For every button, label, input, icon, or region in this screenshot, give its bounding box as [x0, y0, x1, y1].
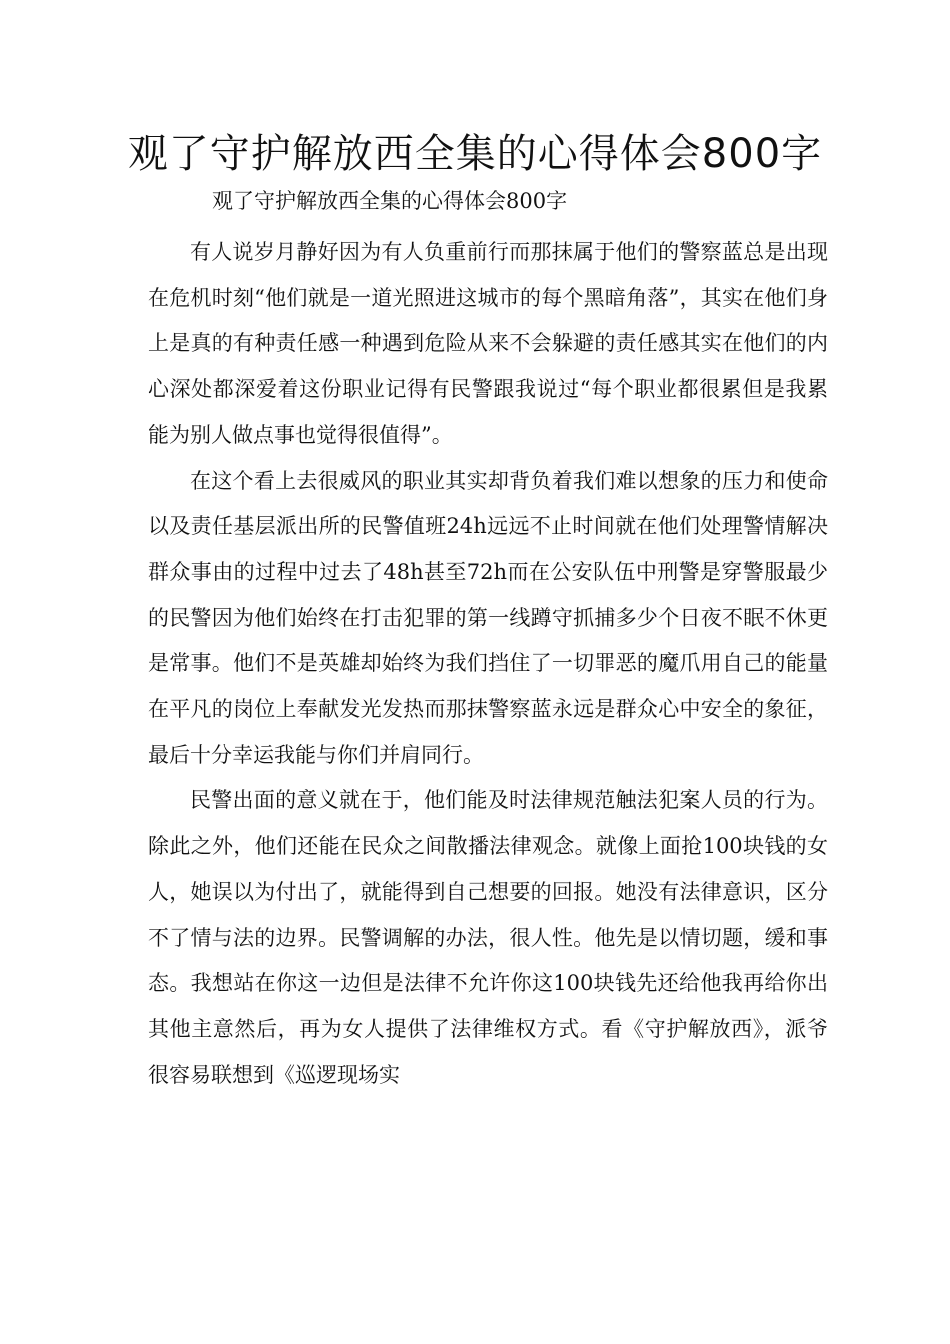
paragraph-2: 在这个看上去很威风的职业其实却背负着我们难以想象的压力和使命以及责任基层派出所的民警值班24h远远不止时间就在他们处理警情解决群众事由的过程中过去了48h甚至72h而在公安队伍中刑警是穿警服最少的民警因为他们始终在打击犯罪的第一线蹲守抓捕多少个日夜不眠不休更是常事。他们不是英雄却始终为我们挡住了一切罪恶的魔爪用自己的能量在平凡的岗位上奉献发光发热而那抹警察蓝永远是群众心中安全的象征，最后十分幸运我能与你们并肩同行。: [148, 468, 828, 767]
paragraph-3: 民警出面的意义就在于，他们能及时法律规范触法犯案人员的行为。除此之外，他们还能在民众之间散播法律观念。就像上面抢100块钱的女人，她误以为付出了，就能得到自己想要的回报。她没有法律意识，区分不了情与法的边界。民警调解的办法，很人性。他先是以情切题，缓和事态。我想站在你这一边但是法律不允许你这100块钱先还给他我再给你出其他主意然后，再为女人提供了法律维权方式。看《守护解放西》，派爷很容易联想到《巡逻现场实: [148, 788, 828, 1087]
document-body: [148, 230, 828, 1098]
document-subtitle: 观了守护解放西全集的心得体会800字: [212, 189, 568, 213]
document-title: 观了守护解放西全集的心得体会800字: [127, 131, 823, 177]
paragraph-1: 有人说岁月静好因为有人负重前行而那抹属于他们的警察蓝总是出现在危机时刻“他们就是一道光照进这城市的每个黑暗角落”，其实在他们身上是真的有种责任感一种遇到危险从来不会躲避的责任感其实在他们的内心深处都深爱着这份职业记得有民警跟我说过“每个职业都很累但是我累能为别人做点事也觉得很值得”。: [148, 240, 828, 447]
